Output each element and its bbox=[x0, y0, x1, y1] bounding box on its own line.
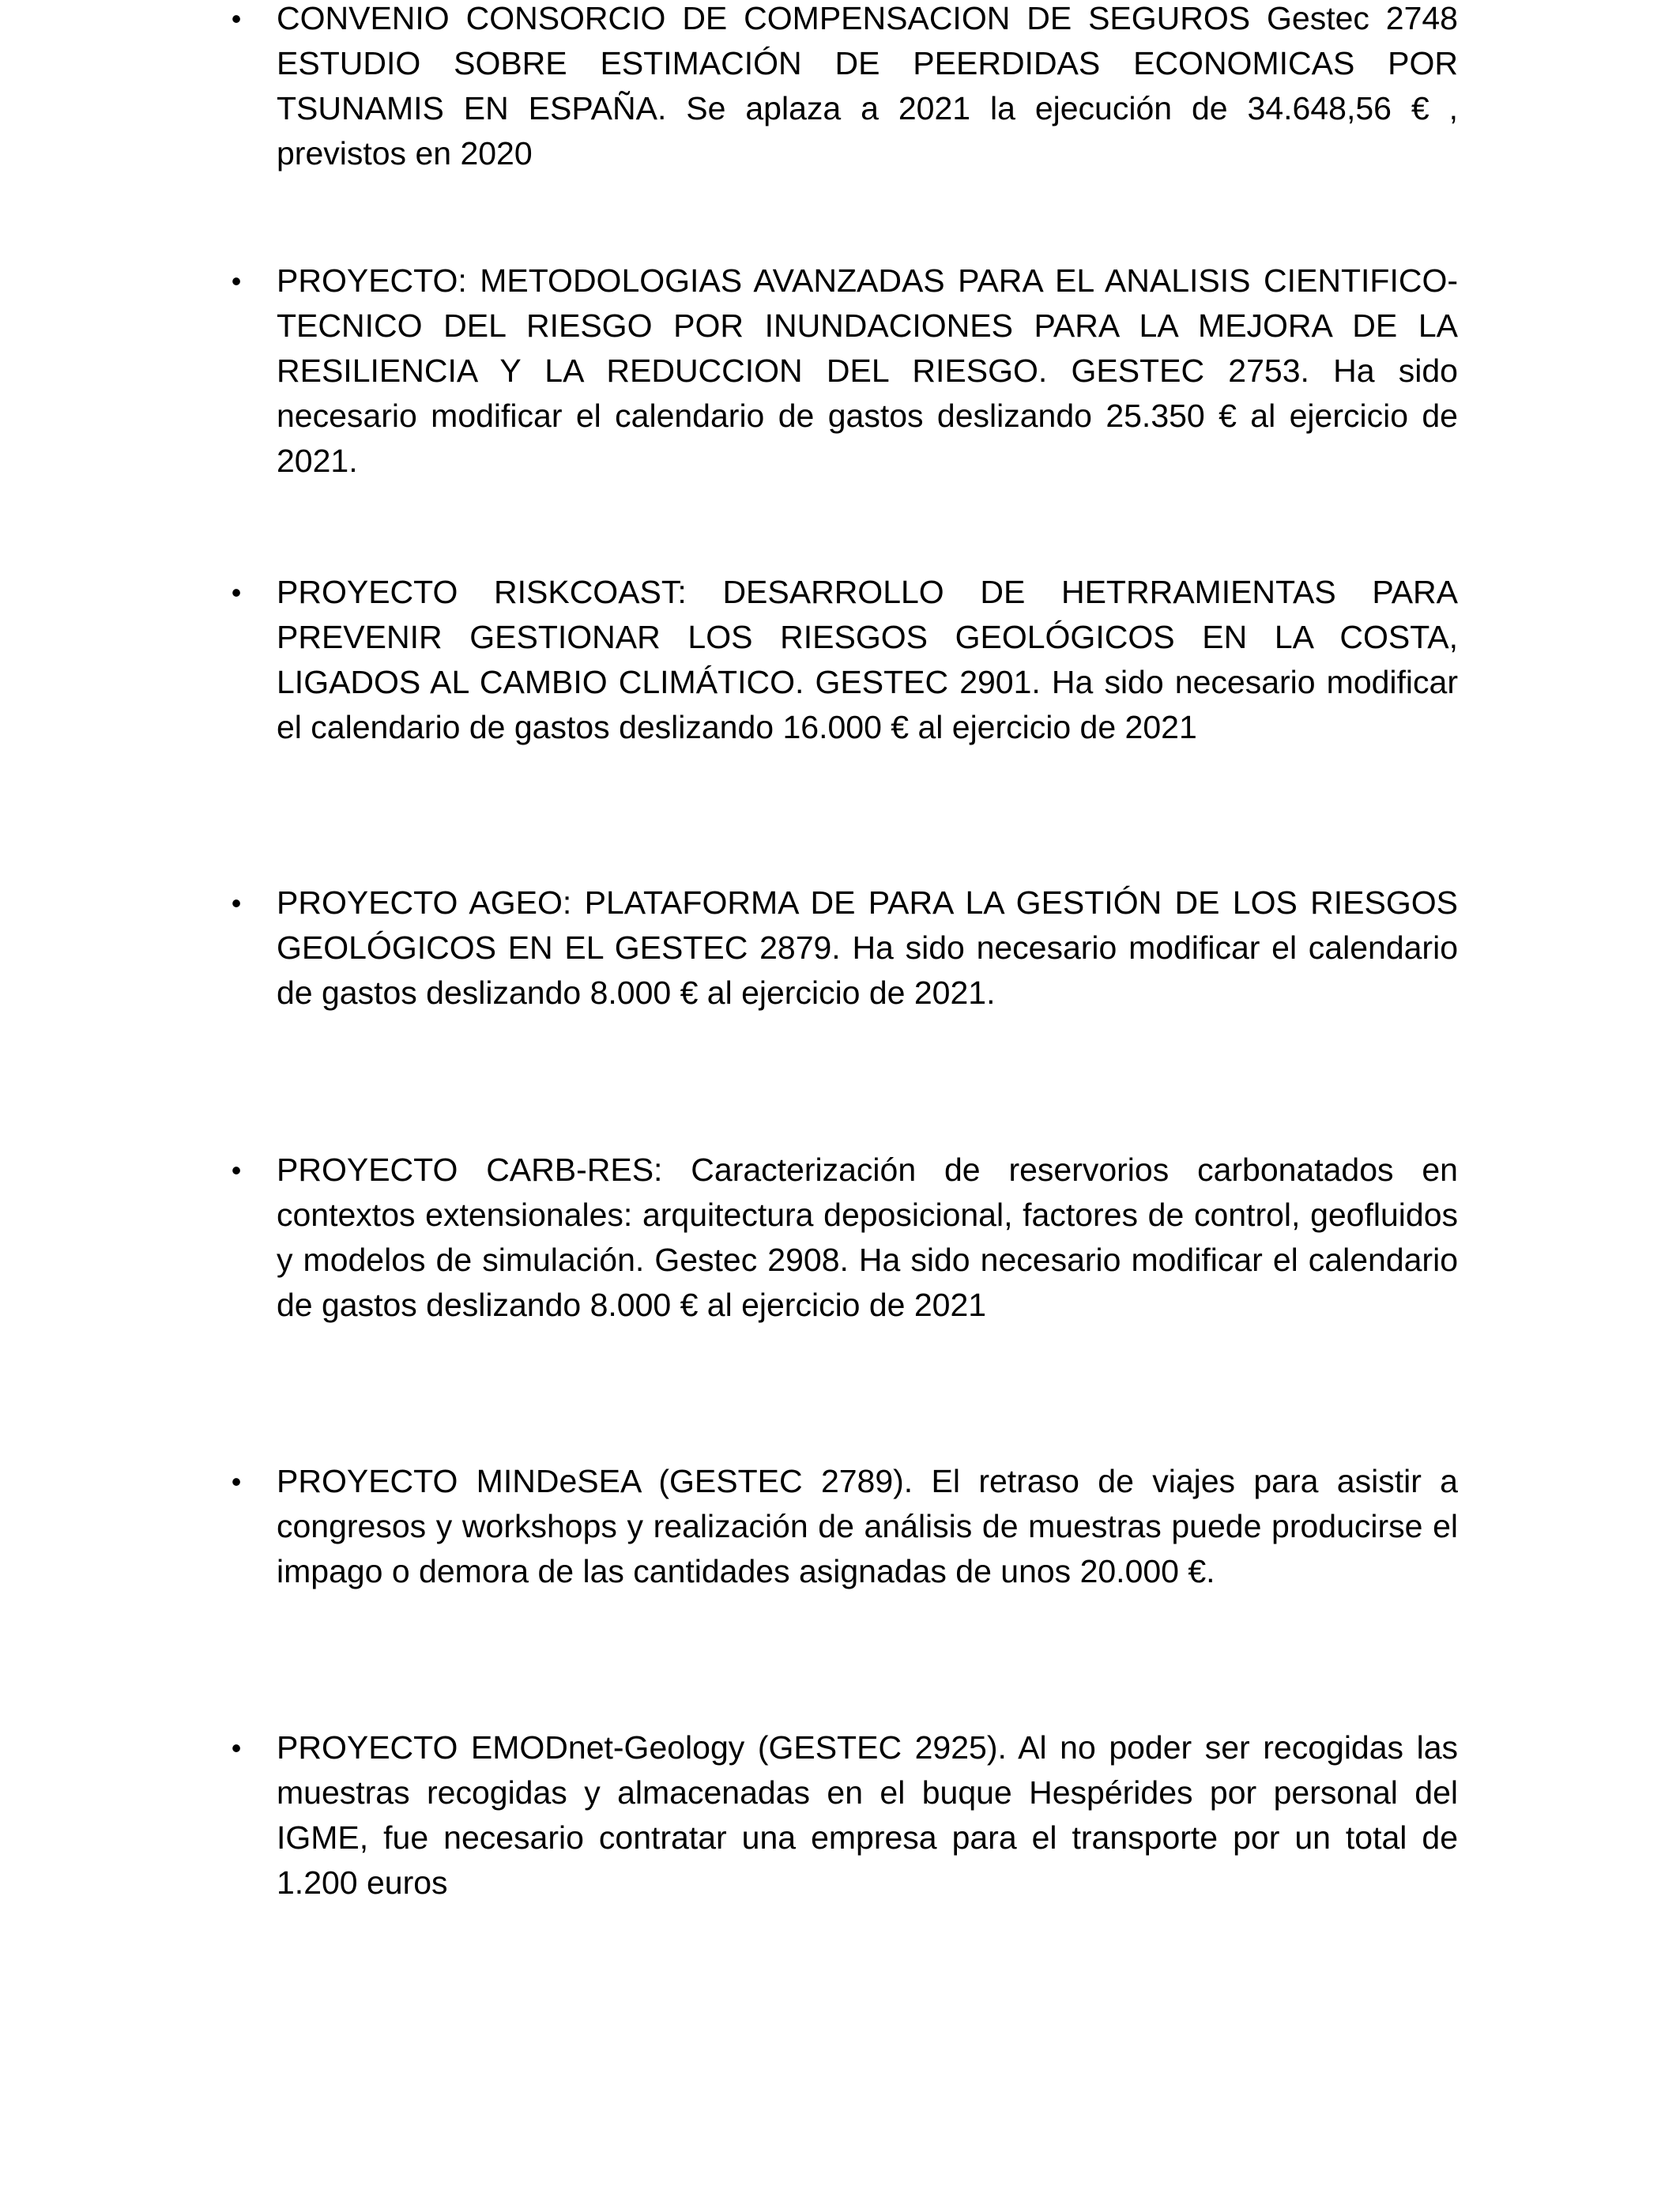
bullet-marker: • bbox=[231, 2, 242, 35]
bullet-marker: • bbox=[231, 1154, 242, 1186]
bullet-marker: • bbox=[231, 1465, 242, 1498]
list-item-text: PROYECTO RISKCOAST: DESARROLLO DE HETRRAMIENTAS PARA PREVENIR GESTIONAR LOS RIESGOS GEOLÓGICOS EN LA COSTA, LIGADOS AL CAMBIO CLIMÁTICO. GESTEC 2901. Ha sido necesario modificar el calendario de gastos deslizando 16.000 € al ejercicio de 2021 bbox=[277, 574, 1458, 745]
bullet-marker: • bbox=[231, 1732, 242, 1764]
list-item-proyecto-ageo bbox=[231, 880, 1458, 1016]
list-item-proyecto-carb-res bbox=[231, 1148, 1458, 1328]
bullet-marker: • bbox=[231, 265, 242, 297]
list-item-text: PROYECTO AGEO: PLATAFORMA DE PARA LA GESTIÓN DE LOS RIESGOS GEOLÓGICOS EN EL GESTEC 2879. Ha sido necesario modificar el calendario de gastos deslizando 8.000 € al ejercicio de 2021. bbox=[277, 884, 1458, 1011]
list-item-text: PROYECTO CARB-RES: Caracterización de reservorios carbonatados en contextos extensionales: arquitectura deposicional, factores de control, geofluidos y modelos de simulación. Gestec 2908. Ha sido necesario modificar el calendario de gastos deslizando 8.000 € al ejercicio de 2021 bbox=[277, 1152, 1458, 1323]
list-item-text: PROYECTO MINDeSEA (GESTEC 2789). El retraso de viajes para asistir a congresos y workshops y realización de análisis de muestras puede producirse el impago o demora de las cantidades asignadas de unos 20.000 €. bbox=[277, 1463, 1458, 1589]
list-item-proyecto-riskcoast bbox=[231, 570, 1458, 750]
list-item-text: PROYECTO: METODOLOGIAS AVANZADAS PARA EL ANALISIS CIENTIFICO-TECNICO DEL RIESGO POR INUNDACIONES PARA LA MEJORA DE LA RESILIENCIA Y LA REDUCCION DEL RIESGO. GESTEC 2753. Ha sido necesario modificar el calendario de gastos deslizando 25.350 € al ejercicio de 2021. bbox=[277, 262, 1458, 479]
bullet-marker: • bbox=[231, 576, 242, 609]
list-item-proyecto-mindesea bbox=[231, 1459, 1458, 1594]
bullet-marker: • bbox=[231, 887, 242, 919]
list-item-text: CONVENIO CONSORCIO DE COMPENSACION DE SEGUROS Gestec 2748 ESTUDIO SOBRE ESTIMACIÓN DE PEERDIDAS ECONOMICAS POR TSUNAMIS EN ESPAÑA. Se aplaza a 2021 la ejecución de 34.648,56 € , previstos en 2020 bbox=[277, 0, 1458, 172]
list-item-text: PROYECTO EMODnet-Geology (GESTEC 2925). Al no poder ser recogidas las muestras recogidas y almacenadas en el buque Hespérides por personal del IGME, fue necesario contratar una empresa para el transporte por un total de 1.200 euros bbox=[277, 1729, 1458, 1901]
list-item-proyecto-metodologias bbox=[231, 258, 1458, 484]
list-item-convenio-consorcio bbox=[231, 0, 1458, 176]
list-item-proyecto-emodnet-geology bbox=[231, 1725, 1458, 1906]
